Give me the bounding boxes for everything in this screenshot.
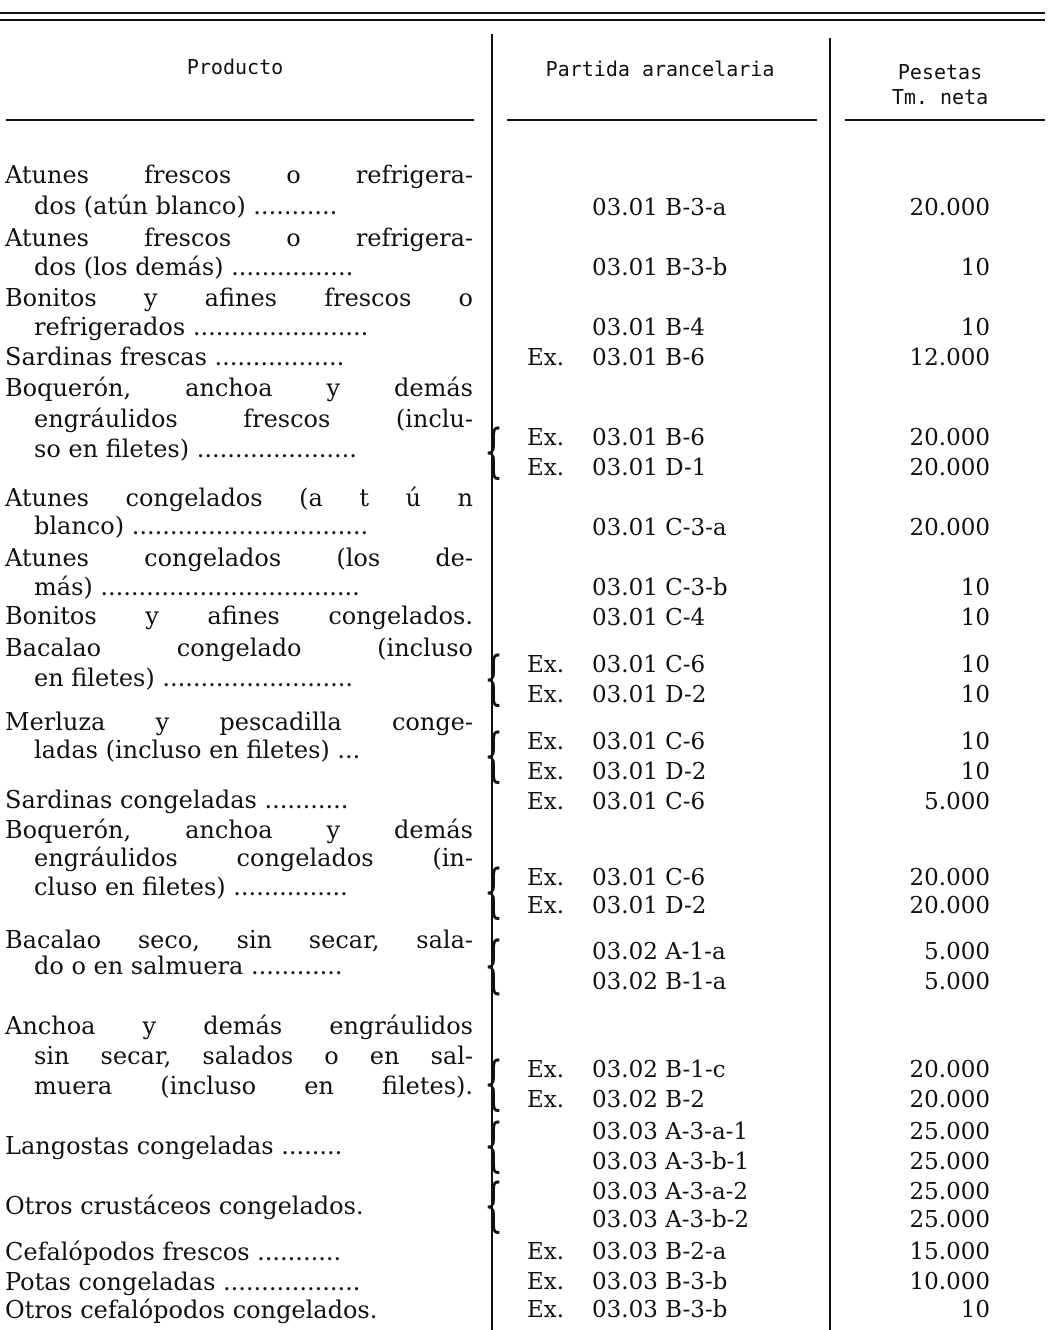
product-line: en filetes) ......................... [34, 664, 354, 692]
pesetas-value: 12.000 [909, 345, 990, 371]
tariff-code: 03.01 B-3-b [592, 255, 728, 281]
pesetas-value: 25.000 [909, 1179, 990, 1205]
pesetas-value: 10 [960, 1297, 990, 1323]
product-line: Bacalao congelado (incluso [5, 634, 473, 662]
pesetas-value: 5.000 [924, 969, 990, 995]
product-line: Atunes congelados (los de- [5, 544, 473, 572]
tariff-prefix: Ex. [527, 789, 565, 815]
top-rule [0, 12, 1045, 14]
pesetas-value: 20.000 [909, 455, 990, 481]
product-line: engráulidos congelados (in- [34, 844, 473, 872]
tariff-code: 03.01 C-6 [592, 729, 706, 755]
tariff-code: 03.03 A-3-b-1 [592, 1149, 750, 1175]
tariff-prefix: Ex. [527, 425, 565, 451]
brace-icon: { [484, 418, 504, 486]
pesetas-value: 10 [960, 575, 990, 601]
brace-icon: { [484, 722, 504, 790]
tariff-code: 03.02 B-1-a [592, 969, 727, 995]
header-partida: Partida arancelaria [545, 57, 775, 81]
product-line: refrigerados ....................... [34, 313, 369, 341]
brace-icon: { [484, 1050, 504, 1118]
pesetas-value: 10 [960, 315, 990, 341]
pesetas-value: 25.000 [909, 1207, 990, 1233]
tariff-code: 03.01 D-2 [592, 682, 707, 708]
pesetas-value: 10 [960, 682, 990, 708]
pesetas-value: 25.000 [909, 1149, 990, 1175]
product-line: Anchoa y demás engráulidos [5, 1012, 473, 1040]
tariff-code: 03.01 C-3-a [592, 515, 727, 541]
header-product: Producto [186, 55, 284, 79]
product-line: Cefalópodos frescos ........... [5, 1238, 342, 1266]
tariff-code: 03.03 B-2-a [592, 1239, 727, 1265]
product-line: Otros crustáceos congelados. [5, 1192, 364, 1220]
pesetas-value: 20.000 [909, 1057, 990, 1083]
tariff-prefix: Ex. [527, 1239, 565, 1265]
tariff-code: 03.03 B-3-b [592, 1297, 728, 1323]
pesetas-value: 20.000 [909, 425, 990, 451]
product-line: dos (atún blanco) ........... [34, 192, 338, 220]
product-line: blanco) ............................... [34, 512, 369, 540]
tariff-code: 03.02 A-1-a [592, 939, 726, 965]
tariff-code: 03.03 A-3-a-1 [592, 1119, 749, 1145]
pesetas-value: 15.000 [909, 1239, 990, 1265]
tariff-prefix: Ex. [527, 893, 565, 919]
tariff-prefix: Ex. [527, 652, 565, 678]
tariff-code: 03.02 B-2 [592, 1087, 705, 1113]
tariff-code: 03.01 C-3-b [592, 575, 728, 601]
tariff-prefix: Ex. [527, 682, 565, 708]
product-line: Bonitos y afines congelados. [5, 602, 473, 630]
tariff-code: 03.02 B-1-c [592, 1057, 726, 1083]
tariff-prefix: Ex. [527, 1297, 565, 1323]
product-line: Bacalao seco, sin secar, sala- [5, 926, 473, 954]
pesetas-value: 10.000 [909, 1269, 990, 1295]
header-pesetas-1: Pesetas [897, 60, 983, 84]
tariff-prefix: Ex. [527, 865, 565, 891]
pesetas-value: 25.000 [909, 1119, 990, 1145]
product-line: do o en salmuera ............ [34, 952, 343, 980]
product-line: más) .................................. [34, 573, 360, 601]
product-line: Boquerón, anchoa y demás [5, 816, 473, 844]
pesetas-value: 10 [960, 652, 990, 678]
pesetas-value: 20.000 [909, 865, 990, 891]
pesetas-value: 10 [960, 605, 990, 631]
column-divider-2 [829, 38, 831, 1330]
tariff-code: 03.01 B-4 [592, 315, 705, 341]
tariff-prefix: Ex. [527, 729, 565, 755]
product-line: muera (incluso en filetes). [34, 1072, 473, 1100]
tariff-code: 03.01 B-6 [592, 345, 705, 371]
header-pesetas-2: Tm. neta [891, 85, 989, 109]
tariff-prefix: Ex. [527, 455, 565, 481]
tariff-code: 03.03 B-3-b [592, 1269, 728, 1295]
pesetas-value: 10 [960, 759, 990, 785]
tariff-prefix: Ex. [527, 759, 565, 785]
brace-icon: { [484, 1112, 504, 1180]
brace-icon: { [484, 929, 504, 1003]
tariff-code: 03.01 D-2 [592, 893, 707, 919]
product-line: Bonitos y afines frescos o [5, 284, 473, 312]
product-line: ladas (incluso en filetes) ... [34, 736, 361, 764]
brace-icon: { [484, 858, 504, 926]
brace-icon: { [484, 1172, 504, 1240]
tariff-prefix: Ex. [527, 1057, 565, 1083]
pesetas-value: 20.000 [909, 893, 990, 919]
brace-icon: { [484, 645, 504, 713]
tariff-prefix: Ex. [527, 345, 565, 371]
product-line: Langostas congeladas ........ [5, 1132, 343, 1160]
header-underline-pesetas [845, 119, 1045, 121]
tariff-code: 03.01 D-1 [592, 455, 707, 481]
tariff-code: 03.01 C-6 [592, 865, 706, 891]
tariff-code: 03.03 A-3-a-2 [592, 1179, 749, 1205]
tariff-prefix: Ex. [527, 1269, 565, 1295]
tariff-code: 03.01 C-6 [592, 652, 706, 678]
header-underline-partida [507, 119, 817, 121]
tariff-code: 03.01 B-6 [592, 425, 705, 451]
header-underline-product [6, 119, 474, 121]
product-line: so en filetes) ..................... [34, 435, 357, 463]
product-line: Atunes congelados (a t ú n [5, 484, 473, 512]
tariff-code: 03.01 D-2 [592, 759, 707, 785]
pesetas-value: 5.000 [924, 939, 990, 965]
product-line: Sardinas frescas ................. [5, 343, 345, 371]
tariff-code: 03.03 A-3-b-2 [592, 1207, 750, 1233]
tariff-prefix: Ex. [527, 1087, 565, 1113]
product-line: sin secar, salados o en sal- [34, 1042, 473, 1070]
product-line: Atunes frescos o refrigera- [5, 224, 473, 252]
pesetas-value: 10 [960, 729, 990, 755]
product-line: Atunes frescos o refrigera- [5, 161, 473, 189]
tariff-code: 03.01 C-6 [592, 789, 706, 815]
product-line: Merluza y pescadilla conge- [5, 708, 473, 736]
tariff-code: 03.01 B-3-a [592, 195, 727, 221]
product-line: Boquerón, anchoa y demás [5, 374, 473, 402]
pesetas-value: 20.000 [909, 515, 990, 541]
pesetas-value: 20.000 [909, 1087, 990, 1113]
product-line: Sardinas congeladas ........... [5, 786, 349, 814]
top-rule-2 [0, 19, 1045, 21]
tariff-code: 03.01 C-4 [592, 605, 706, 631]
product-line: engráulidos frescos (inclu- [34, 405, 473, 433]
product-line: Potas congeladas .................. [5, 1268, 361, 1296]
pesetas-value: 20.000 [909, 195, 990, 221]
pesetas-value: 5.000 [924, 789, 990, 815]
product-line: cluso en filetes) ............... [34, 873, 348, 901]
pesetas-value: 10 [960, 255, 990, 281]
product-line: Otros cefalópodos congelados. [5, 1296, 378, 1324]
product-line: dos (los demás) ................ [34, 253, 354, 281]
